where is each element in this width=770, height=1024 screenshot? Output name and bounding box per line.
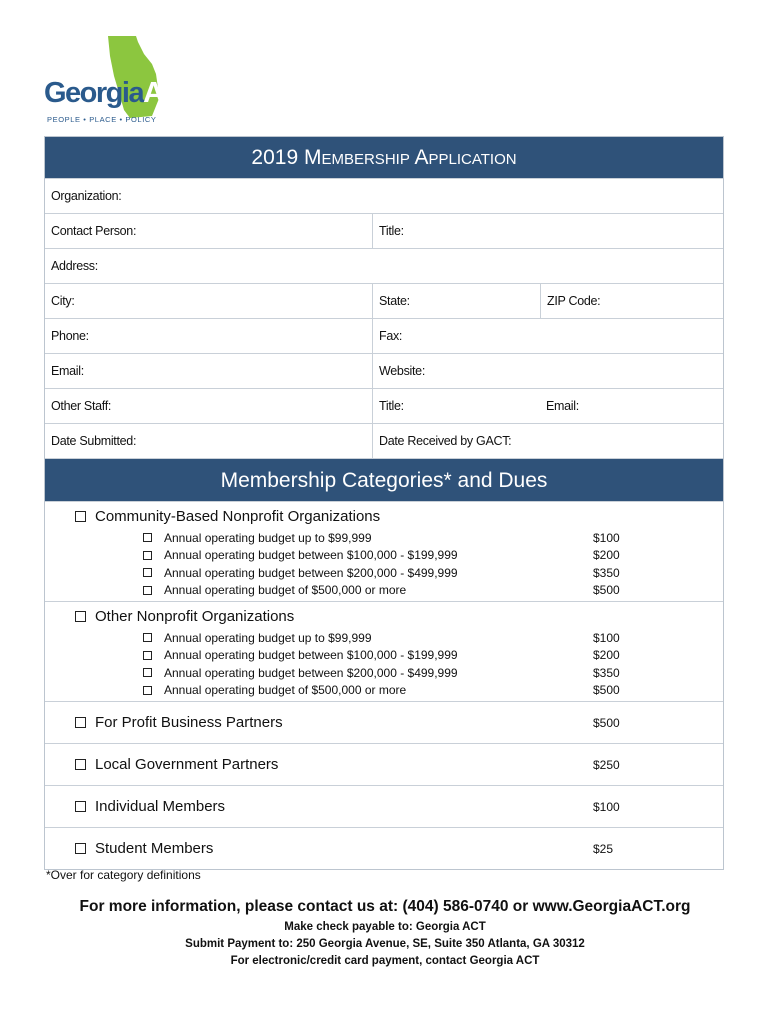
option-row: Annual operating budget between $100,000 - $199,999 $200 bbox=[45, 647, 723, 665]
option-row: Annual operating budget of $500,000 or more $500 bbox=[45, 682, 723, 700]
option-row: Annual operating budget up to $99,999 $100 bbox=[45, 629, 723, 647]
zip-field[interactable]: ZIP Code: bbox=[540, 284, 723, 318]
website-field[interactable]: Website: bbox=[372, 354, 723, 388]
option-checkbox[interactable] bbox=[143, 586, 152, 595]
date-received-field[interactable]: Date Received by GACT: bbox=[372, 424, 723, 458]
category-label: Community-Based Nonprofit Organizations bbox=[95, 508, 381, 525]
category-individual: Individual Members $100 bbox=[45, 785, 723, 827]
email-field[interactable]: Email: bbox=[51, 364, 84, 378]
application-form bbox=[44, 136, 724, 870]
logo-wordmark: GeorgiaACT bbox=[44, 77, 199, 109]
option-row: Annual operating budget between $200,000 - $499,999 $350 bbox=[45, 664, 723, 682]
phone-field[interactable]: Phone: bbox=[51, 329, 89, 343]
organization-field[interactable]: Organization: bbox=[51, 189, 122, 203]
option-row: Annual operating budget between $200,000 - $499,999 $350 bbox=[45, 564, 723, 582]
community-checkbox[interactable] bbox=[75, 511, 86, 522]
check-payable-line: Make check payable to: Georgia ACT bbox=[284, 921, 486, 933]
contact-line: For more information, please contact us at: (404) 586-0740 or www.GeorgiaACT.org bbox=[79, 898, 691, 915]
georgia-act-logo bbox=[44, 36, 199, 126]
state-field[interactable]: State: bbox=[372, 284, 540, 318]
category-label: Other Nonprofit Organizations bbox=[95, 608, 295, 625]
category-community bbox=[45, 501, 723, 601]
option-row: Annual operating budget up to $99,999 $100 bbox=[45, 529, 723, 547]
contact-person-field[interactable]: Contact Person: bbox=[51, 224, 137, 238]
local-government-checkbox[interactable] bbox=[75, 759, 86, 770]
electronic-payment-line: For electronic/credit card payment, contact Georgia ACT bbox=[230, 955, 540, 967]
logo-tagline: PEOPLE • PLACE • POLICY bbox=[47, 115, 157, 124]
fax-field[interactable]: Fax: bbox=[372, 319, 723, 353]
option-checkbox[interactable] bbox=[143, 533, 152, 542]
individual-checkbox[interactable] bbox=[75, 801, 86, 812]
for-profit-checkbox[interactable] bbox=[75, 717, 86, 728]
city-field[interactable]: City: bbox=[51, 294, 75, 308]
option-checkbox[interactable] bbox=[143, 668, 152, 677]
option-row: Annual operating budget of $500,000 or more $500 bbox=[45, 582, 723, 600]
dues-title: Membership Categories* and Dues bbox=[45, 458, 723, 501]
other-nonprofit-checkbox[interactable] bbox=[75, 611, 86, 622]
category-other-nonprofit bbox=[45, 601, 723, 701]
submit-payment-line: Submit Payment to: 250 Georgia Avenue, SE, Suite 350 Atlanta, GA 30312 bbox=[185, 938, 585, 950]
option-checkbox[interactable] bbox=[143, 633, 152, 642]
option-checkbox[interactable] bbox=[143, 651, 152, 660]
category-local-government: Local Government Partners $250 bbox=[45, 743, 723, 785]
title-field[interactable]: Title: bbox=[372, 214, 723, 248]
date-submitted-field[interactable]: Date Submitted: bbox=[51, 434, 137, 448]
staff-email-field[interactable]: Email: bbox=[546, 399, 579, 413]
form-title: 2019 Membership Application bbox=[45, 137, 723, 178]
category-for-profit: For Profit Business Partners $500 bbox=[45, 701, 723, 743]
category-student: Student Members $25 bbox=[45, 827, 723, 869]
address-field[interactable]: Address: bbox=[51, 259, 98, 273]
option-checkbox[interactable] bbox=[143, 551, 152, 560]
option-row: Annual operating budget between $100,000 - $199,999 $200 bbox=[45, 547, 723, 565]
footnote: *Over for category definitions bbox=[46, 868, 201, 882]
other-staff-field[interactable]: Other Staff: bbox=[51, 399, 112, 413]
staff-title-field[interactable]: Title: bbox=[372, 389, 540, 423]
student-checkbox[interactable] bbox=[75, 843, 86, 854]
option-checkbox[interactable] bbox=[143, 686, 152, 695]
option-checkbox[interactable] bbox=[143, 568, 152, 577]
